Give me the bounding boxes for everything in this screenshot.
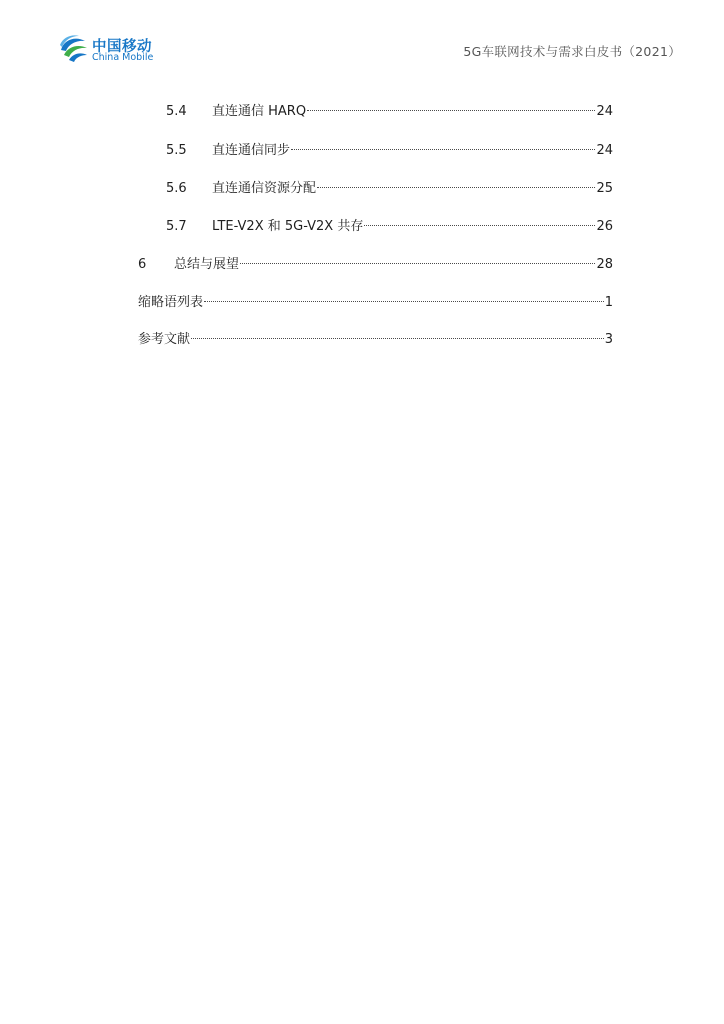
toc-entry-title: 直连通信 HARQ bbox=[212, 104, 307, 119]
toc-dot-leader bbox=[307, 97, 595, 115]
toc-entry-title: 参考文献 bbox=[138, 332, 191, 347]
toc-entry-page: 1 bbox=[604, 295, 613, 310]
toc-entry-title: 直连通信资源分配 bbox=[212, 181, 317, 196]
toc-entry-page: 26 bbox=[596, 219, 613, 234]
toc-dot-leader bbox=[191, 325, 604, 343]
toc-entry-abbreviations[interactable] bbox=[138, 288, 613, 310]
toc-entry-page: 28 bbox=[596, 257, 613, 272]
toc-entry-5-6[interactable] bbox=[166, 174, 613, 196]
toc-entry-page: 3 bbox=[604, 332, 613, 347]
toc-entry-page: 24 bbox=[596, 104, 613, 119]
china-mobile-logo bbox=[58, 33, 168, 67]
toc-dot-leader bbox=[317, 174, 595, 192]
toc-entry-number: 5.6 bbox=[166, 181, 187, 196]
logo-english-text: China Mobile bbox=[92, 52, 154, 63]
toc-entry-title: 直连通信同步 bbox=[212, 143, 291, 158]
china-mobile-logo-icon bbox=[58, 33, 90, 65]
toc-dot-leader bbox=[291, 136, 595, 154]
toc-entry-title: LTE-V2X 和 5G-V2X 共存 bbox=[212, 219, 364, 234]
toc-entry-5-4[interactable] bbox=[166, 97, 613, 119]
toc-entry-5-5[interactable] bbox=[166, 136, 613, 158]
toc-entry-number: 5.7 bbox=[166, 219, 187, 234]
toc-entry-title: 总结与展望 bbox=[174, 257, 240, 272]
toc-dot-leader bbox=[204, 288, 604, 306]
logo-chinese-text: 中国移动 bbox=[92, 39, 152, 55]
toc-entry-5-7[interactable] bbox=[166, 212, 613, 234]
toc-entry-number: 6 bbox=[138, 257, 147, 272]
page-header bbox=[0, 0, 724, 80]
document-title: 5G车联网技术与需求白皮书（2021） bbox=[463, 44, 681, 59]
toc-entry-number: 5.5 bbox=[166, 143, 187, 158]
toc-entry-number: 5.4 bbox=[166, 104, 187, 119]
toc-dot-leader bbox=[364, 212, 595, 230]
toc-dot-leader bbox=[240, 250, 595, 268]
toc-entry-page: 25 bbox=[596, 181, 613, 196]
toc-entry-references[interactable] bbox=[138, 325, 613, 347]
toc-entry-page: 24 bbox=[596, 143, 613, 158]
toc-entry-6[interactable] bbox=[138, 250, 613, 272]
toc-entry-title: 缩略语列表 bbox=[138, 295, 204, 310]
